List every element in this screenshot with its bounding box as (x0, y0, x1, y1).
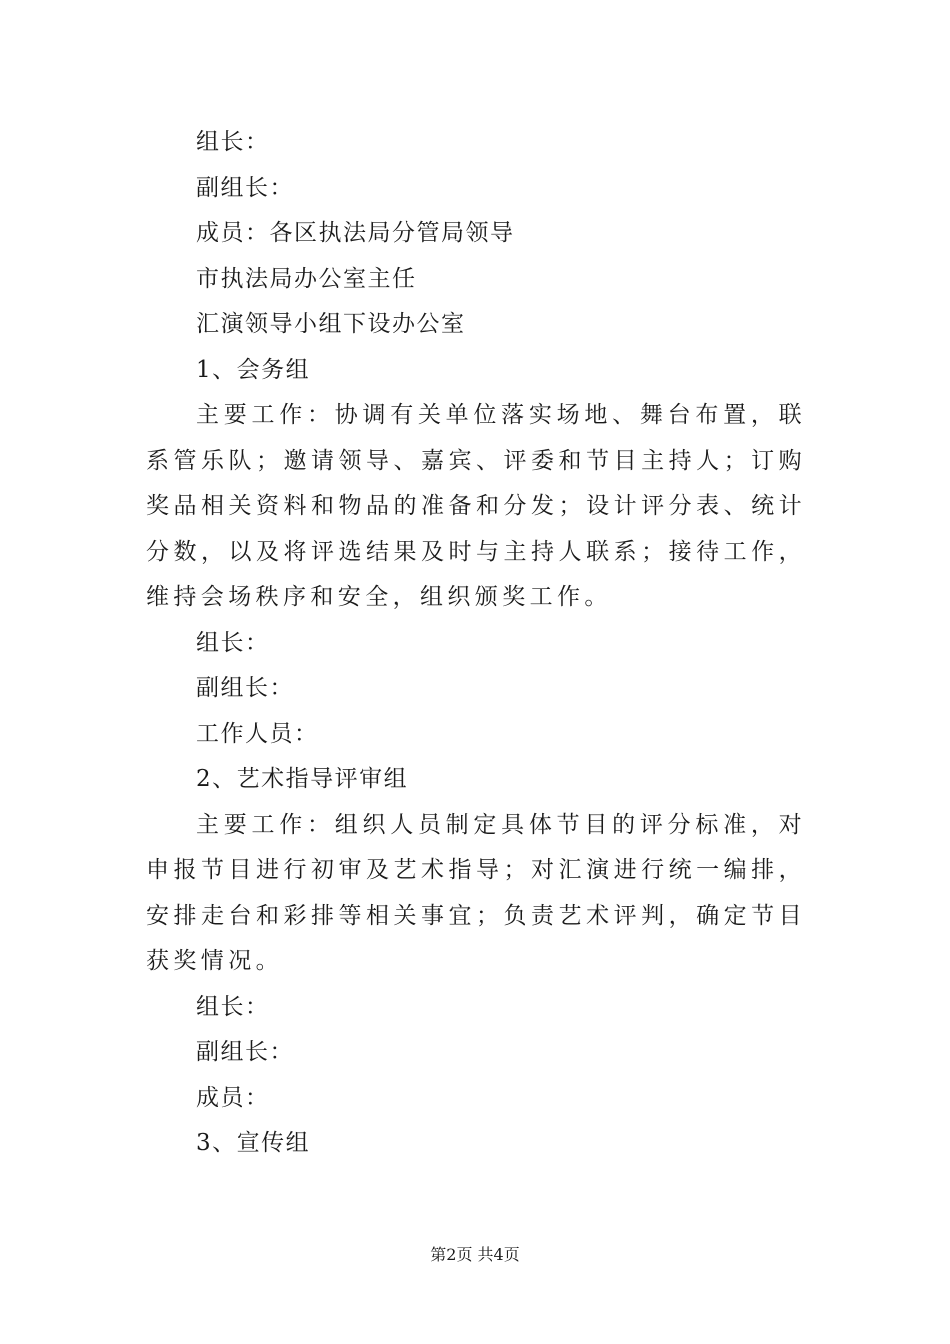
page-number-footer: 第2页 共4页 (430, 1245, 520, 1264)
deputy-leader-line: 副组长： (196, 174, 294, 201)
office-setup-line: 汇演领导小组下设办公室 (196, 311, 466, 337)
members-line: 成员： (196, 1084, 270, 1111)
deputy-leader-line: 副组长： (196, 675, 294, 701)
deputy-leader-line: 副组长： (196, 1039, 294, 1065)
office-director-line: 市执法局办公室主任 (196, 265, 417, 292)
section-heading-publicity-group: 3、宣传组 (196, 1130, 311, 1156)
section-heading-meeting-group: 1、会务组 (196, 356, 311, 383)
section-heading-art-review-group: 2、艺术指导评审组 (196, 766, 409, 792)
document-body (146, 120, 806, 1167)
leader-line: 组长： (196, 993, 270, 1020)
art-review-duties-paragraph: 主要工作：组织人员制定具体节目的评分标准，对申报节目进行初审及艺术指导；对汇演进行统一编排，安排走台和彩排等相关事宜；负责艺术评判，确定节目获奖情况。 (146, 811, 806, 974)
staff-line: 工作人员： (196, 720, 319, 747)
leader-line: 组长： (196, 129, 270, 155)
meeting-group-duties-paragraph: 主要工作：协调有关单位落实场地、舞台布置，联系管乐队；邀请领导、嘉宾、评委和节目主持人；订购奖品相关资料和物品的准备和分发；设计评分表、统计分数，以及将评选结果及时与主持人联系；接待工作，维持会场秩序和安全，组织颁奖工作。 (146, 402, 806, 610)
members-line: 成员：各区执法局分管局领导 (196, 220, 515, 246)
leader-line: 组长： (196, 629, 270, 656)
